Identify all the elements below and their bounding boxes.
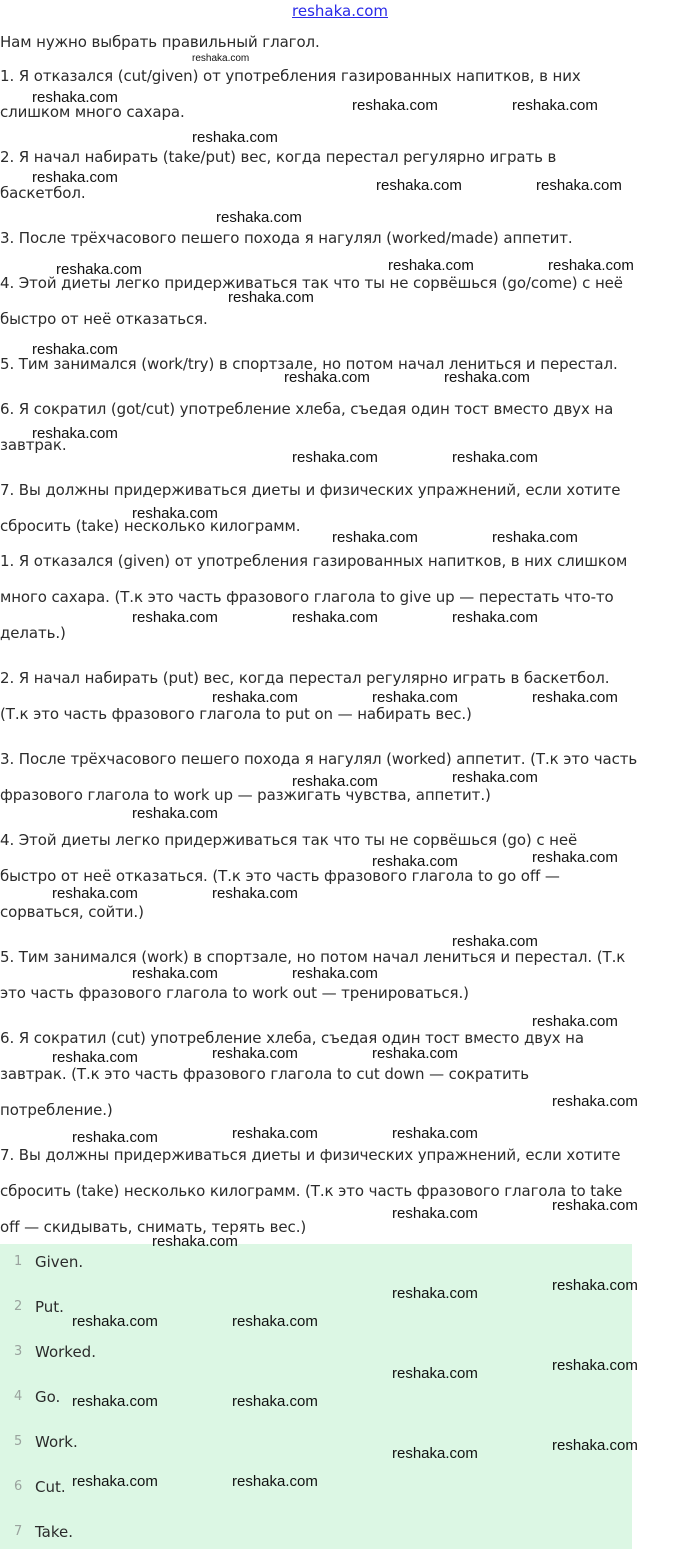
explanation-line: 1. Я отказался (given) от употребления газированных напитков, в них слишком <box>0 552 628 570</box>
explanation-line: 3. После трёхчасового пешего похода я нагулял (worked) аппетит. (Т.к это часть <box>0 750 638 768</box>
watermark: reshaka.com <box>292 965 378 982</box>
site-header-link[interactable]: reshaka.com <box>292 2 388 20</box>
explanation-line: фразового глагола to work up — разжигать чувства, аппетит.) <box>0 786 491 804</box>
watermark: reshaka.com <box>32 341 118 358</box>
watermark: reshaka.com <box>132 609 218 626</box>
task-line: 2. Я начал набирать (take/put) вес, когда перестал регулярно играть в <box>0 148 557 166</box>
watermark: reshaka.com <box>532 689 618 706</box>
watermark: reshaka.com <box>548 257 634 274</box>
watermark: reshaka.com <box>452 449 538 466</box>
watermark: reshaka.com <box>372 853 458 870</box>
watermark: reshaka.com <box>536 177 622 194</box>
watermark: reshaka.com <box>292 609 378 626</box>
answer-text: Worked. <box>35 1343 96 1361</box>
answer-number: 5 <box>14 1434 23 1449</box>
task-line: 7. Вы должны придерживаться диеты и физических упражнений, если хотите <box>0 481 621 499</box>
watermark: reshaka.com <box>216 209 302 226</box>
explanation-line: 7. Вы должны придерживаться диеты и физических упражнений, если хотите <box>0 1146 621 1164</box>
watermark: reshaka.com <box>452 609 538 626</box>
watermark: reshaka.com <box>32 89 118 106</box>
explanation-line: сбросить (take) несколько килограмм. (Т.к это часть фразового глагола to take <box>0 1182 623 1200</box>
watermark: reshaka.com <box>392 1285 478 1302</box>
answer-text: Given. <box>35 1253 84 1271</box>
task-line: завтрак. <box>0 436 67 454</box>
task-line: сбросить (take) несколько килограмм. <box>0 517 301 535</box>
explanation-line: это часть фразового глагола to work out — тренироваться.) <box>0 984 469 1002</box>
watermark: reshaka.com <box>132 965 218 982</box>
watermark: reshaka.com <box>232 1393 318 1410</box>
answer-text: Put. <box>35 1298 64 1316</box>
watermark: reshaka.com <box>392 1125 478 1142</box>
watermark: reshaka.com <box>212 1045 298 1062</box>
watermark: reshaka.com <box>512 97 598 114</box>
explanation-line: быстро от неё отказаться. (Т.к это часть фразового глагола to go off — <box>0 867 560 885</box>
watermark: reshaka.com <box>392 1205 478 1222</box>
watermark: reshaka.com <box>352 97 438 114</box>
answer-number: 2 <box>14 1299 23 1314</box>
watermark: reshaka.com <box>56 261 142 278</box>
watermark: reshaka.com <box>72 1473 158 1490</box>
watermark: reshaka.com <box>444 369 530 386</box>
watermark: reshaka.com <box>452 933 538 950</box>
watermark: reshaka.com <box>552 1437 638 1454</box>
explanation-line: 2. Я начал набирать (put) вес, когда перестал регулярно играть в баскетбол. <box>0 669 610 687</box>
explanation-line: потребление.) <box>0 1101 113 1119</box>
explanation-line: 4. Этой диеты легко придерживаться так что ты не сорвёшься (go) с неё <box>0 831 578 849</box>
task-line: 4. Этой диеты легко придерживаться так что ты не сорвёшься (go/come) с неё <box>0 274 623 292</box>
answer-text: Take. <box>35 1523 74 1541</box>
watermark: reshaka.com <box>52 1049 138 1066</box>
explanation-line: много сахара. (Т.к это часть фразового глагола to give up — перестать что-то <box>0 588 614 606</box>
watermark: reshaka.com <box>372 1045 458 1062</box>
watermark: reshaka.com <box>332 529 418 546</box>
task-line: слишком много сахара. <box>0 103 185 121</box>
explanation-line: делать.) <box>0 624 66 642</box>
watermark: reshaka.com <box>72 1393 158 1410</box>
watermark: reshaka.com <box>72 1313 158 1330</box>
explanation-line: off — скидывать, снимать, терять вес.) <box>0 1218 307 1236</box>
watermark: reshaka.com <box>52 885 138 902</box>
explanation-line: завтрак. (Т.к это часть фразового глагола to cut down — сократить <box>0 1065 530 1083</box>
watermark: reshaka.com <box>392 1365 478 1382</box>
watermark: reshaka.com <box>388 257 474 274</box>
watermark: reshaka.com <box>72 1129 158 1146</box>
watermark: reshaka.com <box>32 169 118 186</box>
explanation-line: сорваться, сойти.) <box>0 903 144 921</box>
watermark: reshaka.com <box>492 529 578 546</box>
answer-number: 3 <box>14 1344 23 1359</box>
answer-text: Go. <box>35 1388 61 1406</box>
answer-number: 6 <box>14 1479 23 1494</box>
answer-number: 1 <box>14 1254 23 1269</box>
explanation-line: (Т.к это часть фразового глагола to put on — набирать вес.) <box>0 705 472 723</box>
answer-number: 7 <box>14 1524 23 1539</box>
watermark: reshaka.com <box>552 1357 638 1374</box>
watermark: reshaka.com <box>392 1445 478 1462</box>
watermark: reshaka.com <box>552 1197 638 1214</box>
watermark: reshaka.com <box>232 1473 318 1490</box>
watermark: reshaka.com <box>212 885 298 902</box>
watermark: reshaka.com <box>132 505 218 522</box>
watermark: reshaka.com <box>532 1013 618 1030</box>
watermark: reshaka.com <box>192 53 250 64</box>
watermark: reshaka.com <box>132 805 218 822</box>
watermark: reshaka.com <box>372 689 458 706</box>
task-line: быстро от неё отказаться. <box>0 310 208 328</box>
watermark: reshaka.com <box>232 1125 318 1142</box>
task-line: 5. Тим занимался (work/try) в спортзале, но потом начал лениться и перестал. <box>0 355 618 373</box>
answer-text: Cut. <box>35 1478 66 1496</box>
watermark: reshaka.com <box>292 449 378 466</box>
watermark: reshaka.com <box>192 129 278 146</box>
task-line: баскетбол. <box>0 184 86 202</box>
watermark: reshaka.com <box>212 689 298 706</box>
watermark: reshaka.com <box>532 849 618 866</box>
watermark: reshaka.com <box>152 1233 238 1250</box>
answer-text: Work. <box>35 1433 78 1451</box>
watermark: reshaka.com <box>232 1313 318 1330</box>
watermark: reshaka.com <box>452 769 538 786</box>
answer-number: 4 <box>14 1389 23 1404</box>
watermark: reshaka.com <box>552 1277 638 1294</box>
intro-text: Нам нужно выбрать правильный глагол. <box>0 33 320 51</box>
watermark: reshaka.com <box>552 1093 638 1110</box>
explanation-line: 5. Тим занимался (work) в спортзале, но потом начал лениться и перестал. (Т.к <box>0 948 626 966</box>
watermark: reshaka.com <box>376 177 462 194</box>
task-line: 6. Я сократил (got/cut) употребление хлеба, съедая один тост вместо двух на <box>0 400 614 418</box>
watermark: reshaka.com <box>292 773 378 790</box>
watermark: reshaka.com <box>228 289 314 306</box>
task-line: 1. Я отказался (cut/given) от употребления газированных напитков, в них <box>0 67 581 85</box>
explanation-line: 6. Я сократил (cut) употребление хлеба, съедая один тост вместо двух на <box>0 1029 584 1047</box>
task-line: 3. После трёхчасового пешего похода я нагулял (worked/made) аппетит. <box>0 229 573 247</box>
watermark: reshaka.com <box>284 369 370 386</box>
watermark: reshaka.com <box>32 425 118 442</box>
